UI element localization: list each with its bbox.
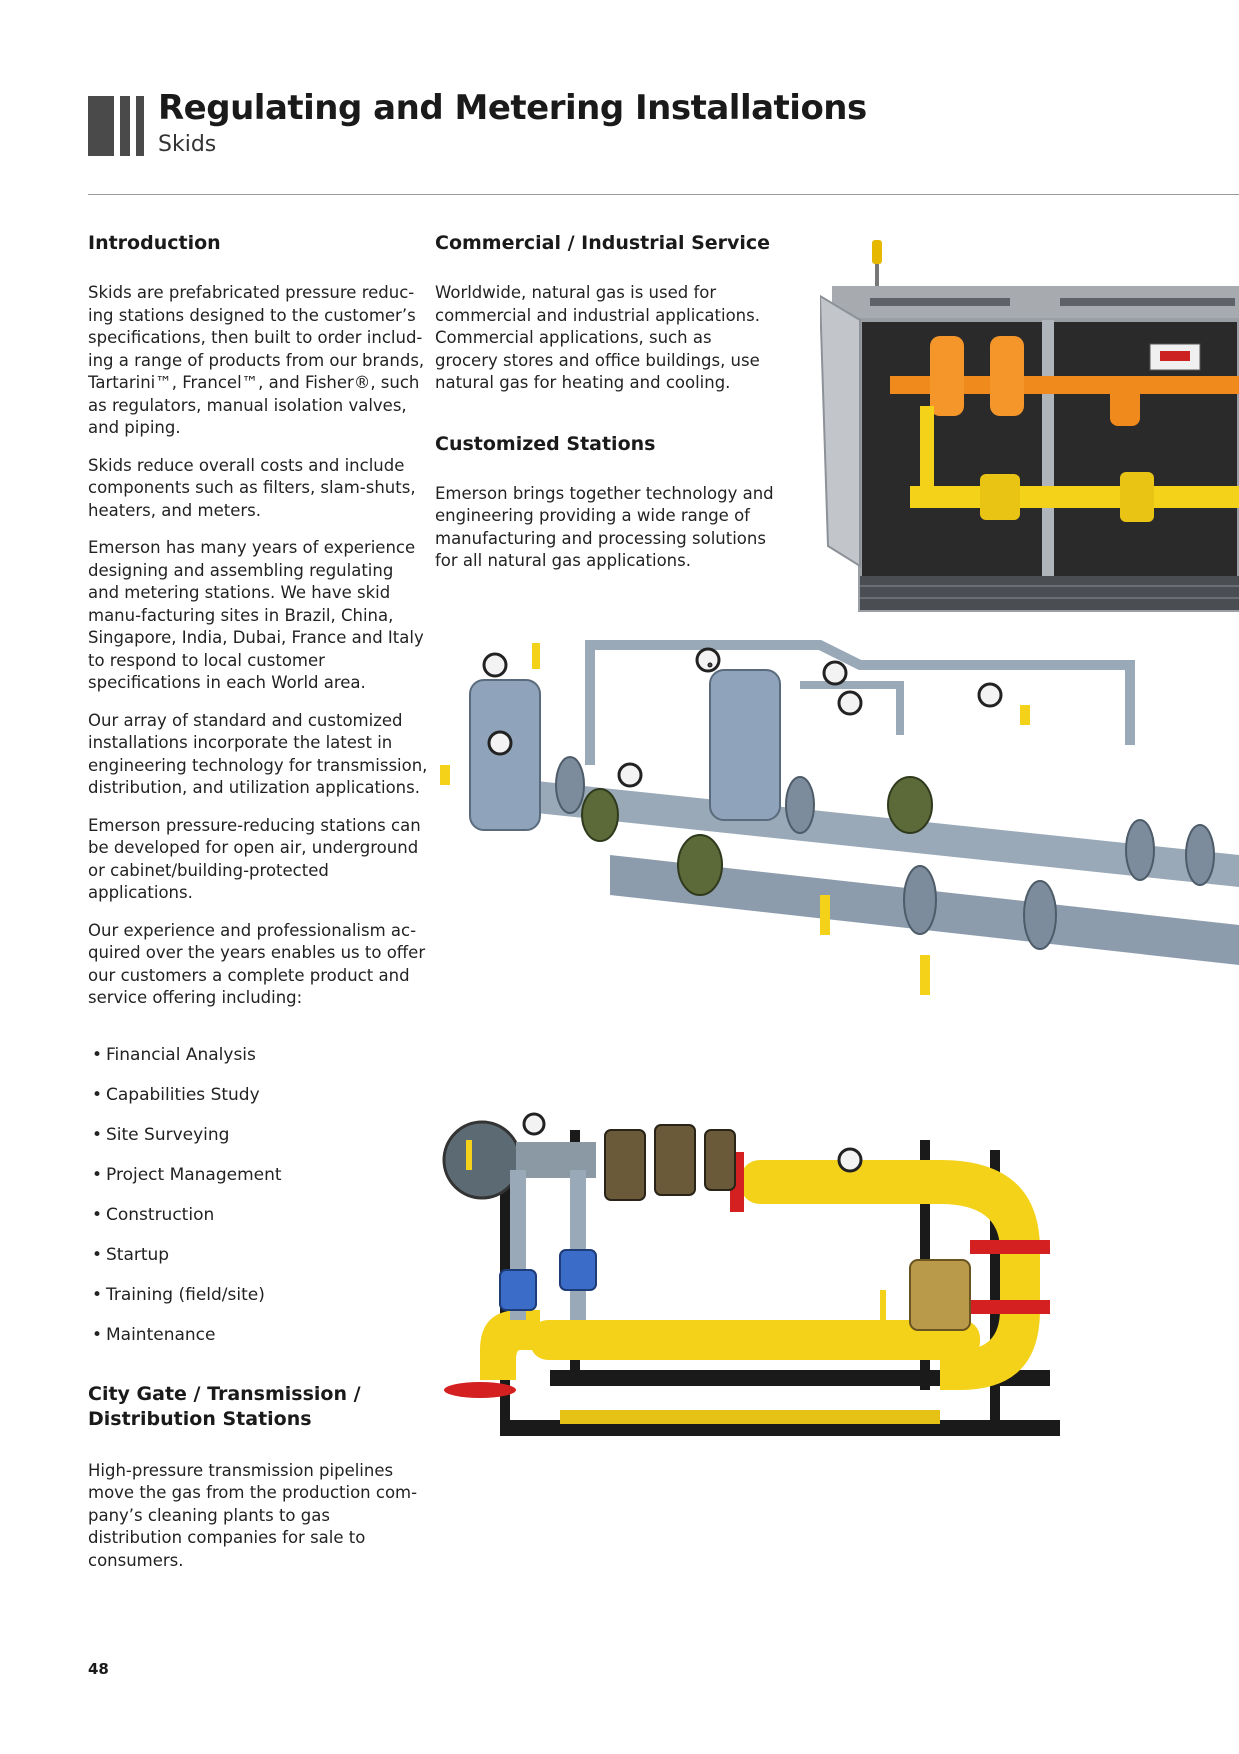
cabinet-skid-photo bbox=[820, 236, 1239, 616]
list-item bbox=[88, 1044, 428, 1084]
list-item bbox=[88, 1324, 428, 1364]
header-divider bbox=[88, 194, 1239, 195]
bullet-icon: • bbox=[92, 1084, 103, 1105]
list-item bbox=[88, 1204, 428, 1244]
bullet-icon: • bbox=[92, 1204, 103, 1225]
bullet-icon: • bbox=[92, 1044, 103, 1065]
list-item bbox=[88, 1084, 428, 1124]
service-label: Construction bbox=[106, 1204, 215, 1225]
customized-heading: Customized Stations bbox=[435, 432, 656, 455]
brand-bars-logo bbox=[88, 96, 150, 156]
bullet-icon: • bbox=[92, 1324, 103, 1345]
intro-paragraph: Our experience and professionalism ac-quired over the years enables us to offer our customers a complete product and service offering including: bbox=[88, 920, 426, 1007]
intro-paragraph: Our array of standard and customized installations incorporate the latest in engineering technology for transmission, distribution, and utilization applications. bbox=[88, 710, 428, 797]
bullet-icon: • bbox=[92, 1284, 103, 1305]
page-number: 48 bbox=[88, 1660, 109, 1678]
grey-pipeline-skid-photo bbox=[440, 625, 1239, 1065]
intro-heading: Introduction bbox=[88, 232, 221, 254]
intro-paragraph: Skids are prefabricated pressure reduc-ing stations designed to the customer’s specifications, then built to order includ-ing a range of products from our brands, Tartarini™, Francel™, and Fisher®, such as regulators, manual isolation valves, and piping. bbox=[88, 283, 425, 437]
intro-paragraph: Skids reduce overall costs and include components such as filters, slam-shuts, heaters, and meters. bbox=[88, 455, 416, 520]
bullet-icon: • bbox=[92, 1244, 103, 1265]
intro-column bbox=[88, 232, 428, 1572]
commercial-heading: Commercial / Industrial Service bbox=[435, 232, 771, 254]
services-list bbox=[88, 1044, 428, 1364]
intro-paragraph: Emerson pressure-reducing stations can be developed for open air, underground or cabinet/building-protected applications. bbox=[88, 815, 421, 902]
list-item bbox=[88, 1124, 428, 1164]
service-label: Site Surveying bbox=[106, 1124, 230, 1145]
list-item bbox=[88, 1284, 428, 1324]
intro-paragraph: Emerson has many years of experience designing and assembling regulating and metering stations. We have skid manu-facturing sites in Brazil, China, Singapore, India, Dubai, France and Italy to respond to local customer specifications in each World area. bbox=[88, 538, 424, 692]
service-label: Capabilities Study bbox=[106, 1084, 260, 1105]
page-title: Regulating and Metering Installations bbox=[158, 88, 867, 128]
city-gate-heading: City Gate / Transmission / Distribution Stations bbox=[88, 1382, 361, 1430]
service-label: Startup bbox=[106, 1244, 170, 1265]
list-item bbox=[88, 1244, 428, 1284]
bullet-icon: • bbox=[92, 1164, 103, 1185]
customized-paragraph: Emerson brings together technology and engineering providing a wide range of manufacturing and processing solutions for all natural gas applications. bbox=[435, 483, 774, 570]
service-label: Financial Analysis bbox=[106, 1044, 256, 1065]
service-label: Project Management bbox=[106, 1164, 282, 1185]
page-subtitle: Skids bbox=[158, 132, 217, 157]
list-item bbox=[88, 1164, 428, 1204]
service-label: Maintenance bbox=[106, 1324, 216, 1345]
bullet-icon: • bbox=[92, 1124, 103, 1145]
service-label: Training (field/site) bbox=[106, 1284, 265, 1305]
commercial-paragraph: Worldwide, natural gas is used for commercial and industrial applications. Commercial applications, such as grocery stores and office buildings, use natural gas for heating and cooling. bbox=[435, 283, 760, 392]
services-column bbox=[435, 232, 775, 573]
yellow-frame-skid-photo bbox=[440, 1080, 1120, 1540]
city-gate-paragraph: High-pressure transmission pipelines move the gas from the production com-pany’s cleaning plants to gas distribution companies for sale to consumers. bbox=[88, 1460, 418, 1570]
